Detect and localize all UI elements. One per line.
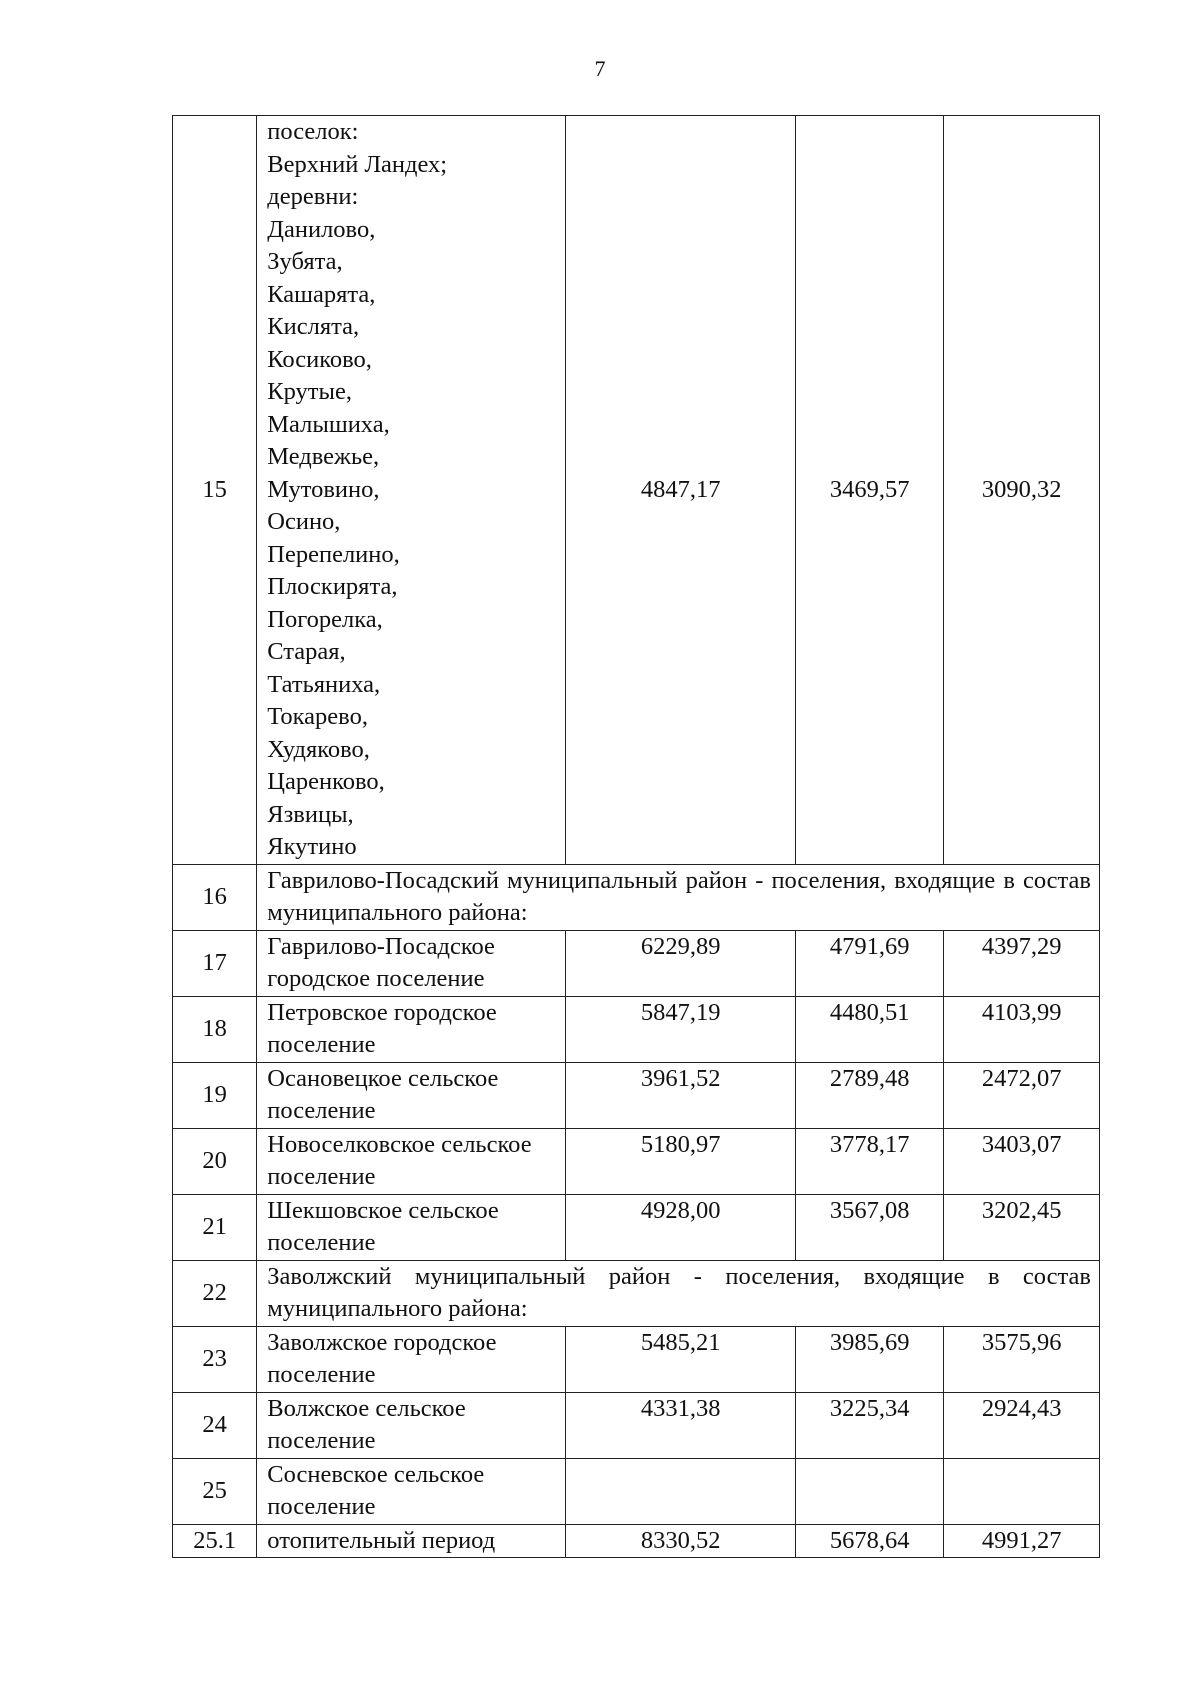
row-number: 17 bbox=[173, 930, 257, 996]
table-row-25-1 bbox=[173, 1524, 1100, 1558]
value-cell-1: 8330,52 bbox=[566, 1524, 796, 1558]
district-header: Заволжский муниципальный район - поселения, входящие в состав муниципального района: bbox=[257, 1260, 1100, 1326]
table-row-16 bbox=[173, 864, 1100, 930]
settlement-name: Крутые, bbox=[267, 378, 352, 405]
value-cell-1 bbox=[566, 1458, 796, 1524]
settlement-name: Язвицы, bbox=[267, 800, 354, 828]
value-cell-2: 3778,17 bbox=[796, 1128, 944, 1194]
value-cell-1: 5485,21 bbox=[566, 1326, 796, 1392]
row-number: 21 bbox=[173, 1194, 257, 1260]
settlement-name: Токарево, bbox=[267, 703, 368, 730]
settlement-name-cell: Заволжское городское поселение bbox=[257, 1326, 566, 1392]
value-cell-1: 5180,97 bbox=[566, 1128, 796, 1194]
settlement-name-cell: Гаврилово-Посадское городское поселение bbox=[257, 930, 566, 996]
settlement-name: Погорелка, bbox=[267, 605, 383, 633]
value-cell-2: 4480,51 bbox=[796, 996, 944, 1062]
row-number: 18 bbox=[173, 996, 257, 1062]
settlement-name: Якутино bbox=[267, 833, 357, 860]
value-cell-3: 3090,32 bbox=[944, 116, 1100, 865]
row-number: 19 bbox=[173, 1062, 257, 1128]
row-number: 15 bbox=[173, 116, 257, 865]
settlement-name-cell: Новоселковское сельское поселение bbox=[257, 1128, 566, 1194]
table-row-22 bbox=[173, 1260, 1100, 1326]
settlement-name: Медвежье, bbox=[267, 443, 380, 470]
settlement-name: Плоскирята, bbox=[267, 573, 398, 600]
value-cell-1: 6229,89 bbox=[566, 930, 796, 996]
value-cell-3: 3575,96 bbox=[944, 1326, 1100, 1392]
value-cell-3: 3403,07 bbox=[944, 1128, 1100, 1194]
value-cell-2: 4791,69 bbox=[796, 930, 944, 996]
value-cell-2: 2789,48 bbox=[796, 1062, 944, 1128]
table-row-19 bbox=[173, 1062, 1100, 1128]
settlement-name: Перепелино, bbox=[267, 540, 400, 568]
settlement-list-cell bbox=[257, 116, 566, 865]
value-cell-3: 2924,43 bbox=[944, 1392, 1100, 1458]
tariff-table bbox=[172, 115, 1100, 1558]
settlement-name-cell: Осановецкое сельское поселение bbox=[257, 1062, 566, 1128]
settlement-name-cell: Шекшовское сельское поселение bbox=[257, 1194, 566, 1260]
settlement-name: Кашарята, bbox=[267, 280, 376, 308]
value-cell-1: 4331,38 bbox=[566, 1392, 796, 1458]
value-cell-1: 5847,19 bbox=[566, 996, 796, 1062]
table-row-15 bbox=[173, 116, 1100, 865]
settlement-name: Татьяниха, bbox=[267, 670, 381, 698]
value-cell-3: 3202,45 bbox=[944, 1194, 1100, 1260]
settlement-name: деревни: bbox=[267, 183, 359, 210]
value-cell-2 bbox=[796, 1458, 944, 1524]
value-cell-3: 4103,99 bbox=[944, 996, 1100, 1062]
value-cell-2: 5678,64 bbox=[796, 1524, 944, 1558]
table-row-21 bbox=[173, 1194, 1100, 1260]
row-number: 25.1 bbox=[173, 1524, 257, 1558]
settlement-name-cell: Сосневское сельское поселение bbox=[257, 1458, 566, 1524]
settlement-name: Зубята, bbox=[267, 248, 343, 275]
district-header: Гаврилово-Посадский муниципальный район - поселения, входящие в состав муниципального района: bbox=[257, 864, 1100, 930]
page-number: 7 bbox=[594, 56, 606, 81]
settlement-name: Кислята, bbox=[267, 313, 360, 340]
row-number: 25 bbox=[173, 1458, 257, 1524]
row-number: 20 bbox=[173, 1128, 257, 1194]
value-cell-3 bbox=[944, 1458, 1100, 1524]
table-row-18 bbox=[173, 996, 1100, 1062]
value-cell-1: 3961,52 bbox=[566, 1062, 796, 1128]
settlement-name: Данилово, bbox=[267, 215, 376, 243]
settlement-name: Царенково, bbox=[267, 768, 385, 795]
value-cell-3: 4991,27 bbox=[944, 1524, 1100, 1558]
value-cell-2: 3225,34 bbox=[796, 1392, 944, 1458]
value-cell-2: 3985,69 bbox=[796, 1326, 944, 1392]
value-cell-2: 3469,57 bbox=[796, 116, 944, 865]
settlement-name-cell: Петровское городское поселение bbox=[257, 996, 566, 1062]
row-number: 16 bbox=[173, 864, 257, 930]
table-row-20 bbox=[173, 1128, 1100, 1194]
settlement-name: Старая, bbox=[267, 638, 346, 665]
table-row-17 bbox=[173, 930, 1100, 996]
table-row-25 bbox=[173, 1458, 1100, 1524]
settlement-name: Осино, bbox=[267, 508, 341, 535]
table-row-23 bbox=[173, 1326, 1100, 1392]
row-number: 22 bbox=[173, 1260, 257, 1326]
row-number: 24 bbox=[173, 1392, 257, 1458]
settlement-name: Худяково, bbox=[267, 735, 370, 763]
settlement-name: Верхний Ландех; bbox=[267, 150, 448, 178]
value-cell-3: 4397,29 bbox=[944, 930, 1100, 996]
value-cell-1: 4928,00 bbox=[566, 1194, 796, 1260]
value-cell-1: 4847,17 bbox=[566, 116, 796, 865]
table-row-24 bbox=[173, 1392, 1100, 1458]
settlement-name: Косиково, bbox=[267, 345, 372, 373]
value-cell-3: 2472,07 bbox=[944, 1062, 1100, 1128]
row-number: 23 bbox=[173, 1326, 257, 1392]
settlement-name: Малышиха, bbox=[267, 410, 390, 438]
value-cell-2: 3567,08 bbox=[796, 1194, 944, 1260]
period-name-cell: отопительный период bbox=[257, 1524, 566, 1558]
settlement-name: поселок: bbox=[267, 118, 359, 145]
settlement-name-cell: Волжское сельское поселение bbox=[257, 1392, 566, 1458]
settlement-name: Мутовино, bbox=[267, 475, 380, 503]
